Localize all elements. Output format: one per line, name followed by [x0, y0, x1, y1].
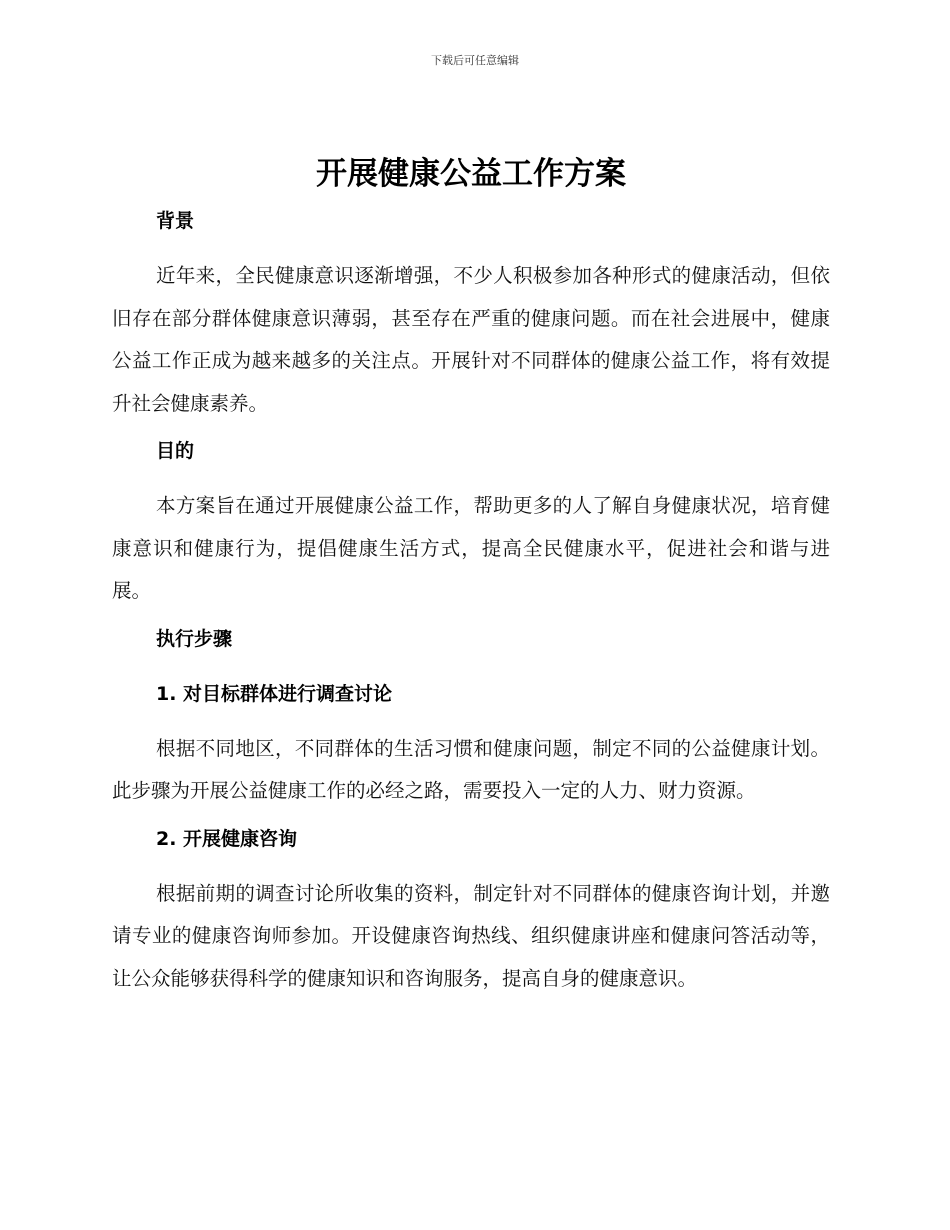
- step-2-text: 根据前期的调查讨论所收集的资料，制定针对不同群体的健康咨询计划，并邀请专业的健康咨询师参加。开设健康咨询热线、组织健康讲座和健康问答活动等，让公众能够获得科学的健康知识和咨询服务，提高自身的健康意识。: [112, 881, 830, 990]
- section-heading-steps: 执行步骤: [156, 627, 233, 650]
- document-title: 开展健康公益工作方案: [316, 156, 626, 192]
- step-1-text: 根据不同地区，不同群体的生活习惯和健康问题，制定不同的公益健康计划。此步骤为开展公益健康工作的必经之路，需要投入一定的人力、财力资源。: [112, 736, 830, 802]
- step-1-heading: 1. 对目标群体进行调查讨论: [156, 682, 393, 705]
- step-2-heading: 2. 开展健康咨询: [156, 827, 298, 850]
- page-header-note: 下载后可任意编辑: [431, 54, 519, 67]
- section-text-purpose: 本方案旨在通过开展健康公益工作，帮助更多的人了解自身健康状况，培育健康意识和健康行为，提倡健康生活方式，提高全民健康水平，促进社会和谐与进展。: [112, 494, 830, 602]
- section-heading-background: 背景: [156, 210, 195, 232]
- section-text-background: 近年来，全民健康意识逐渐增强，不少人积极参加各种形式的健康活动，但依旧存在部分群体健康意识薄弱，甚至存在严重的健康问题。而在社会进展中，健康公益工作正成为越来越多的关注点。开展针对不同群体的健康公益工作，将有效提升社会健康素养。: [112, 264, 830, 415]
- section-heading-purpose: 目的: [156, 440, 195, 462]
- document-body: [112, 148, 830, 1000]
